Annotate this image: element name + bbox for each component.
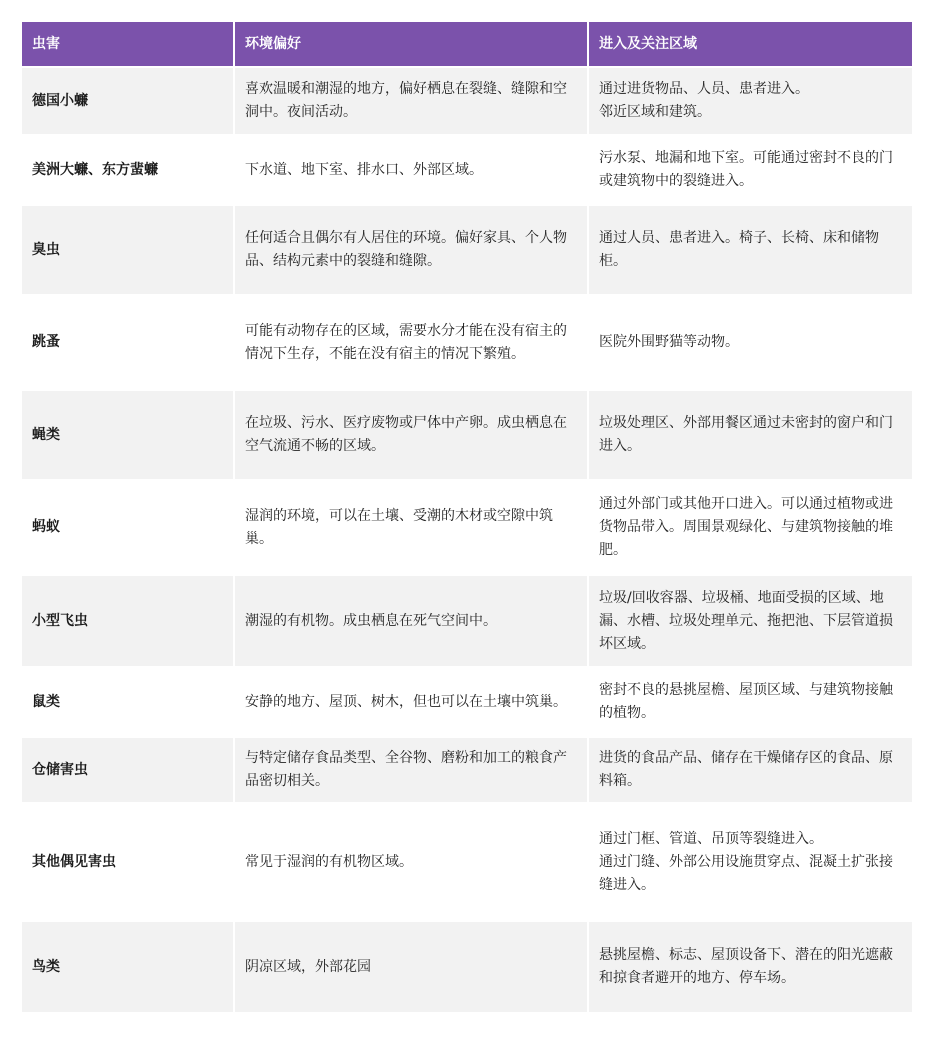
entry-line: 通过人员、患者进入。椅子、长椅、床和储物柜。 [599, 230, 879, 269]
entry-line: 污水泵、地漏和地下室。可能通过密封不良的门或建筑物中的裂缝进入。 [599, 150, 893, 189]
environment-cell: 潮湿的有机物。成虫栖息在死气空间中。 [235, 574, 589, 666]
pest-name-cell: 小型飞虫 [22, 574, 235, 666]
entry-line: 密封不良的悬挑屋檐、屋顶区域、与建筑物接触的植物。 [599, 682, 893, 721]
entry-cell [589, 389, 912, 479]
pest-name-cell: 鼠类 [22, 666, 235, 736]
pest-name-cell: 跳蚤 [22, 294, 235, 389]
entry-cell [589, 294, 912, 389]
entry-line: 垃圾/回收容器、垃圾桶、地面受损的区域、地漏、水槽、垃圾处理单元、拖把池、下层管道损坏区域。 [599, 589, 893, 652]
pest-name-cell: 其他偶见害虫 [22, 802, 235, 920]
environment-cell: 与特定储存食品类型、全谷物、磨粉和加工的粮食产品密切相关。 [235, 736, 589, 802]
entry-cell [589, 666, 912, 736]
table-row [22, 574, 912, 666]
table-row [22, 134, 912, 204]
entry-cell [589, 736, 912, 802]
entry-line: 通过门缝、外部公用设施贯穿点、混凝土扩张接缝进入。 [599, 853, 893, 893]
entry-cell [589, 66, 912, 134]
pest-name-cell: 蝇类 [22, 389, 235, 479]
pest-name-cell: 德国小蠊 [22, 66, 235, 134]
table-row [22, 736, 912, 802]
environment-cell: 下水道、地下室、排水口、外部区域。 [235, 134, 589, 204]
header-environment: 环境偏好 [235, 22, 589, 66]
environment-cell: 安静的地方、屋顶、树木，但也可以在土壤中筑巢。 [235, 666, 589, 736]
entry-line: 通过进货物品、人员、患者进入。 [599, 81, 809, 97]
entry-line: 邻近区域和建筑。 [599, 104, 711, 120]
entry-cell [589, 802, 912, 920]
pest-name-cell: 美洲大蠊、东方蜚蠊 [22, 134, 235, 204]
environment-cell: 喜欢温暖和潮湿的地方，偏好栖息在裂缝、缝隙和空洞中。夜间活动。 [235, 66, 589, 134]
entry-cell [589, 479, 912, 574]
entry-line: 通过外部门或其他开口进入。可以通过植物或进货物品带入。周围景观绿化、与建筑物接触的堆肥。 [599, 496, 893, 558]
table-header [22, 22, 912, 66]
entry-line: 悬挑屋檐、标志、屋顶设备下、潜在的阳光遮蔽和掠食者避开的地方、停车场。 [599, 947, 893, 986]
table-body [22, 66, 912, 1012]
entry-line: 垃圾处理区、外部用餐区通过未密封的窗户和门进入。 [599, 415, 893, 454]
table-row [22, 294, 912, 389]
table-row [22, 920, 912, 1012]
table-row [22, 666, 912, 736]
entry-line: 通过门框、管道、吊顶等裂缝进入。 [599, 830, 823, 847]
entry-cell [589, 574, 912, 666]
pest-table [22, 22, 912, 1012]
pest-name-cell: 仓储害虫 [22, 736, 235, 802]
pest-name-cell: 蚂蚁 [22, 479, 235, 574]
table-row [22, 802, 912, 920]
pest-name-cell: 鸟类 [22, 920, 235, 1012]
header-entry: 进入及关注区域 [589, 22, 912, 66]
table-row [22, 204, 912, 294]
table-row [22, 389, 912, 479]
table-row [22, 479, 912, 574]
pest-name-cell: 臭虫 [22, 204, 235, 294]
environment-cell: 湿润的环境，可以在土壤、受潮的木材或空隙中筑巢。 [235, 479, 589, 574]
entry-cell [589, 920, 912, 1012]
entry-cell [589, 204, 912, 294]
entry-cell [589, 134, 912, 204]
environment-cell: 可能有动物存在的区域，需要水分才能在没有宿主的情况下生存，不能在没有宿主的情况下繁殖。 [235, 294, 589, 389]
environment-cell: 任何适合且偶尔有人居住的环境。偏好家具、个人物品、结构元素中的裂缝和缝隙。 [235, 204, 589, 294]
header-pest: 虫害 [22, 22, 235, 66]
header-row [22, 22, 912, 66]
entry-line: 进货的食品产品、储存在干燥储存区的食品、原料箱。 [599, 750, 893, 789]
table-row [22, 66, 912, 134]
environment-cell: 常见于湿润的有机物区域。 [235, 802, 589, 920]
environment-cell: 阴凉区域，外部花园 [235, 920, 589, 1012]
environment-cell: 在垃圾、污水、医疗废物或尸体中产卵。成虫栖息在空气流通不畅的区域。 [235, 389, 589, 479]
entry-line: 医院外围野猫等动物。 [599, 334, 739, 350]
